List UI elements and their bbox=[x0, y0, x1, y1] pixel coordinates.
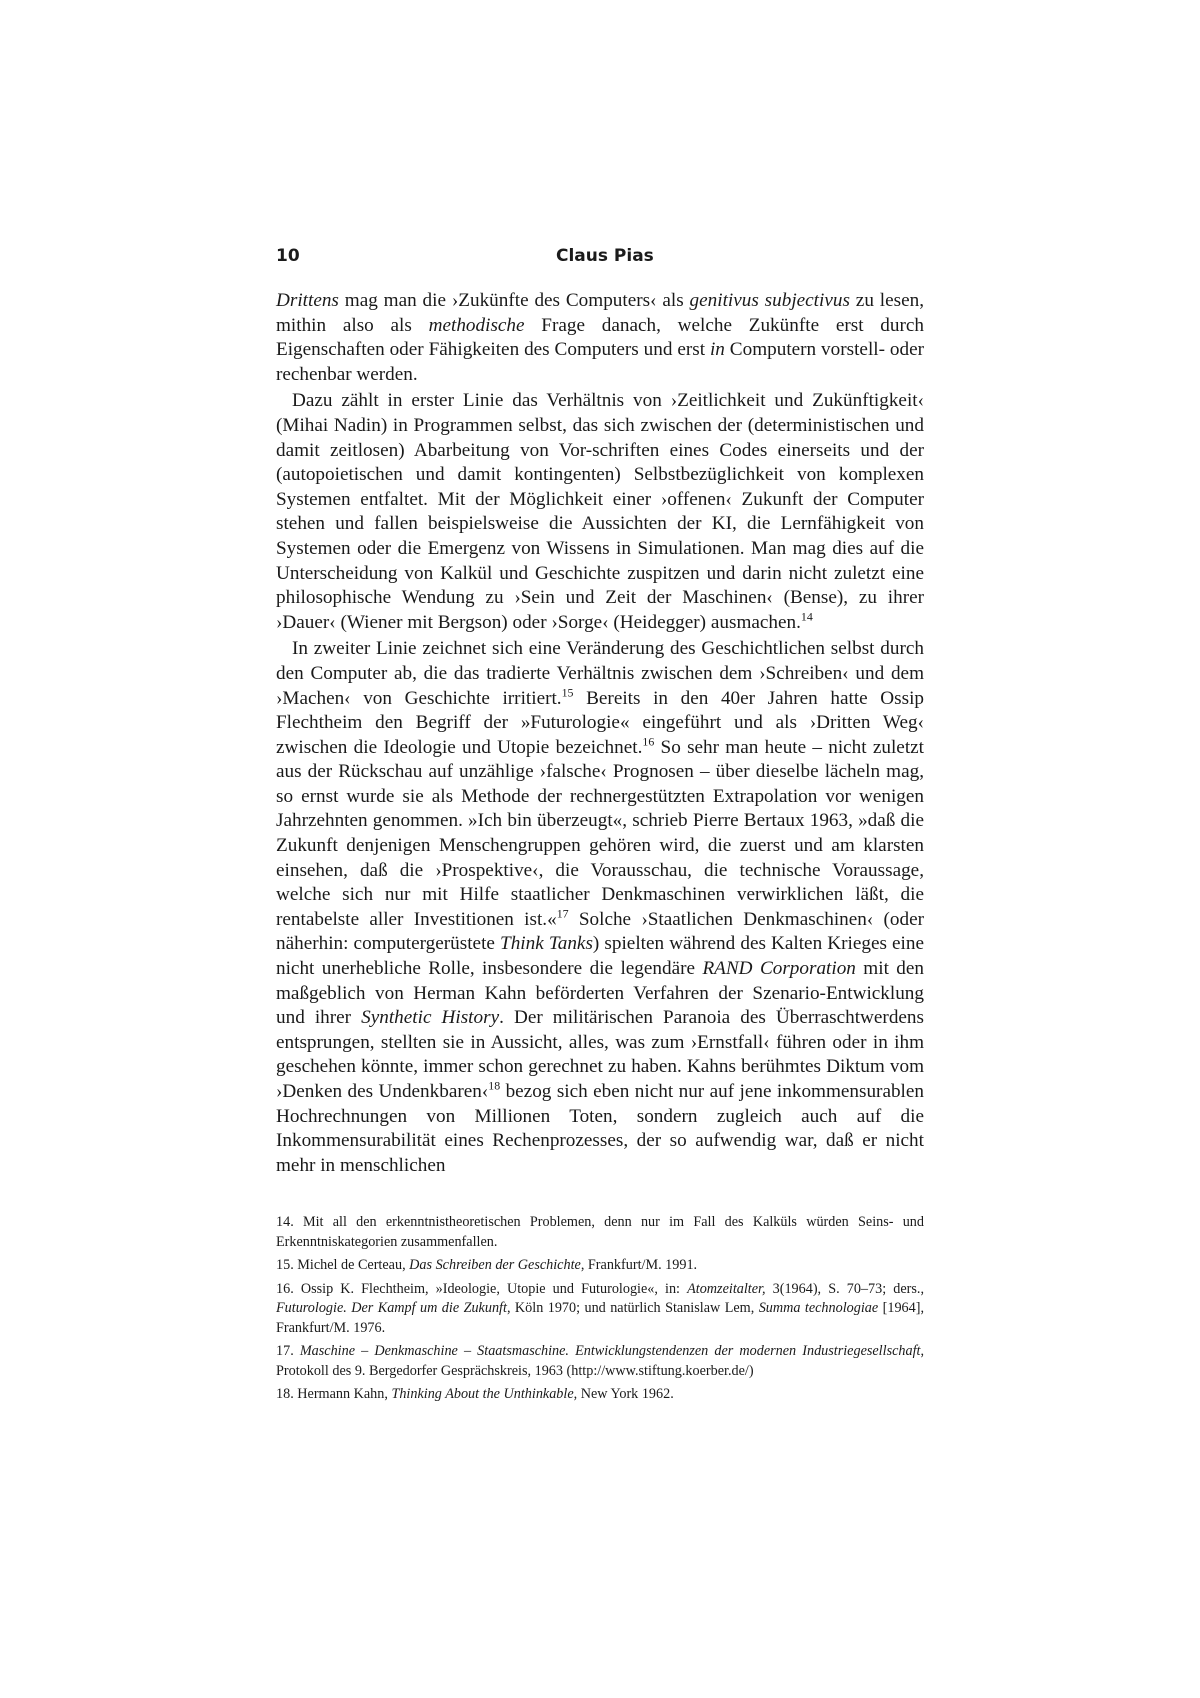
text-run: Dazu zählt in erster Linie das Verhältnis von ›Zeitlichkeit und Zukünftigkeit‹ (Mihai Nadin) in Programmen selbst, das sich zwischen der (deterministischen und damit zeitlosen) Abarbeitung von Vor-schriften eines Codes einerseits und der (autopoietischen und damit kontingenten) Selbstbezüglichkeit von komplexen Systemen entfaltet. Mit der Möglichkeit einer ›offenen‹ Zukunft der Computer stehen und fallen beispielsweise die Aussichten der KI, die Lernfähigkeit von Systemen oder die Emergenz von Wissens in Simulationen. Man mag dies auf die Unterscheidung von Kalkül und Geschichte zuspitzen und darin nicht zuletzt eine philosophische Wendung zu ›Sein und Zeit der Maschinen‹ (Bense), zu ihrer ›Dauer‹ (Wiener mit Bergson) oder ›Sorge‹ (Heidegger) ausmachen. bbox=[276, 390, 924, 633]
footnotes bbox=[276, 1213, 924, 1409]
italic-text: Think Tanks bbox=[500, 933, 593, 955]
footnote-17 bbox=[276, 1342, 924, 1381]
text-run: In zweiter Linie zeichnet sich eine Veränderung des Geschichtlichen selbst durch den Computer ab, die das tradierte Verhältnis zwischen dem ›Schreiben‹ und dem ›Machen‹ von Geschichte irritiert. bbox=[276, 638, 924, 709]
text-run: [1964], Frankfurt/M. 1976. bbox=[276, 1300, 924, 1336]
text-run: . Der militärischen Paranoia des Überraschtwerdens entsprungen, stellten sie in Aussicht, alles, was zum ›Ernstfall‹ führen oder in ihm geschehen könnte, immer schon gerechnet zu haben. Kahns berühmtes Diktum vom ›Denken des Undenkbaren‹ bbox=[276, 1007, 924, 1102]
italic-text: Maschine – Denkmaschine – Staatsmaschine. Entwicklungstendenzen der modernen Industriegesellschaft bbox=[299, 1343, 921, 1359]
italic-text: methodische bbox=[428, 314, 525, 336]
footnote-ref-14[interactable]: 14 bbox=[800, 609, 813, 624]
paragraph-2 bbox=[276, 389, 924, 635]
text-run: 17. bbox=[276, 1343, 300, 1359]
italic-text: Drittens bbox=[276, 290, 339, 311]
footnote-14 bbox=[276, 1213, 924, 1252]
text-run: Frage danach, welche Zukünfte erst durch Eigenschaften oder Fähigkeiten des Computers und erst bbox=[276, 314, 924, 361]
body-text bbox=[276, 289, 924, 1178]
italic-text: Summa technologiae bbox=[758, 1300, 879, 1316]
text-run: , Frankfurt/M. 1991. bbox=[580, 1257, 698, 1273]
text-run: Computern vorstell- oder rechenbar werden. bbox=[276, 339, 924, 385]
footnote-ref-17[interactable]: 17 bbox=[556, 906, 569, 921]
page-number: 10 bbox=[276, 246, 300, 266]
paragraph-3 bbox=[276, 637, 924, 1178]
text-run: zu lesen, mithin also als bbox=[276, 290, 924, 336]
text-run: 3(1964), S. 70–73; ders., bbox=[765, 1280, 924, 1297]
footnote-ref-18[interactable]: 18 bbox=[488, 1078, 501, 1093]
italic-text: Atomzeitalter, bbox=[687, 1280, 766, 1297]
italic-text: genitivus subjectivus bbox=[689, 290, 850, 311]
footnote-16 bbox=[276, 1280, 924, 1339]
page-header bbox=[276, 246, 924, 274]
text-run: Solche ›Staatlichen Denkmaschinen‹ (oder näherhin: computergerüstete bbox=[276, 908, 924, 955]
text-run: 16. Ossip K. Flechtheim, »Ideologie, Utopie und Futurologie«, in: bbox=[276, 1280, 688, 1297]
italic-text: Synthetic History bbox=[361, 1007, 500, 1029]
italic-text: Thinking About the Unthinkable bbox=[391, 1386, 574, 1402]
text-run: 15. Michel de Certeau, bbox=[276, 1257, 410, 1273]
footnote-ref-15[interactable]: 15 bbox=[561, 685, 574, 700]
footnote-18 bbox=[276, 1385, 924, 1405]
text-run: bezog sich eben nicht nur auf jene inkommensurablen Hochrechnungen von Millionen Toten, sondern zugleich auch auf die Inkommensurabilität eines Rechenprozesses, der so aufwendig war, daß er nicht mehr in menschlichen bbox=[276, 1081, 924, 1176]
text-run: mit den maßgeblich von Herman Kahn beförderten Verfahren der Szenario-Entwicklung und ihrer bbox=[276, 958, 925, 1029]
text-run: , New York 1962. bbox=[573, 1386, 674, 1402]
text-run: 18. Hermann Kahn, bbox=[276, 1386, 392, 1402]
running-head: Claus Pias bbox=[556, 246, 654, 266]
italic-text: in bbox=[709, 339, 725, 361]
italic-text: Futurologie. Der Kampf um die Zukunft bbox=[276, 1300, 507, 1316]
italic-text: Das Schreiben der Geschichte bbox=[409, 1257, 581, 1273]
text-run: mag man die ›Zukünfte des Computers‹ als bbox=[338, 290, 690, 311]
text-run: 14. Mit all den erkenntnistheoretischen Problemen, denn nur im Fall des Kalküls würden Seins- und Erkenntniskategorien zusammenfallen. bbox=[276, 1214, 924, 1250]
text-run: Bereits in den 40er Jahren hatte Ossip Flechtheim den Begriff der »Futurologie« eingeführt und als ›Dritten Weg‹ zwischen die Ideologie und Utopie bezeichnet. bbox=[276, 687, 925, 758]
italic-text: RAND Corporation bbox=[702, 958, 856, 980]
text-run: , Köln 1970; und natürlich Stanislaw Lem, bbox=[506, 1300, 759, 1316]
text-run: So sehr man heute – nicht zuletzt aus der Rückschau auf unzählige ›falsche‹ Prognosen – über dieselbe lächeln mag, so ernst wurde sie als Methode der rechnergestützten Extrapolation vor wenigen Jahrzehnten genommen. »Ich bin überzeugt«, schrieb Pierre Bertaux 1963, »daß die Zukunft denjenigen Menschengruppen gehören wird, die zuerst und am klarsten einsehen, daß die ›Prospektive‹, die Vorausschau, die technische Voraussage, welche sich nur mit Hilfe staatlicher Denkmaschinen verwirklichen läßt, die rentabelste aller Investitionen ist.« bbox=[276, 736, 924, 930]
footnote-ref-16[interactable]: 16 bbox=[642, 734, 655, 749]
text-run: ) spielten während des Kalten Krieges eine nicht unerhebliche Rolle, insbesondere die legendäre bbox=[276, 933, 924, 980]
paragraph-1 bbox=[276, 289, 924, 387]
footnote-15 bbox=[276, 1256, 924, 1276]
text-run: , Protokoll des 9. Bergedorfer Gesprächskreis, 1963 (http://www.stiftung.koerber.de/) bbox=[276, 1343, 925, 1379]
